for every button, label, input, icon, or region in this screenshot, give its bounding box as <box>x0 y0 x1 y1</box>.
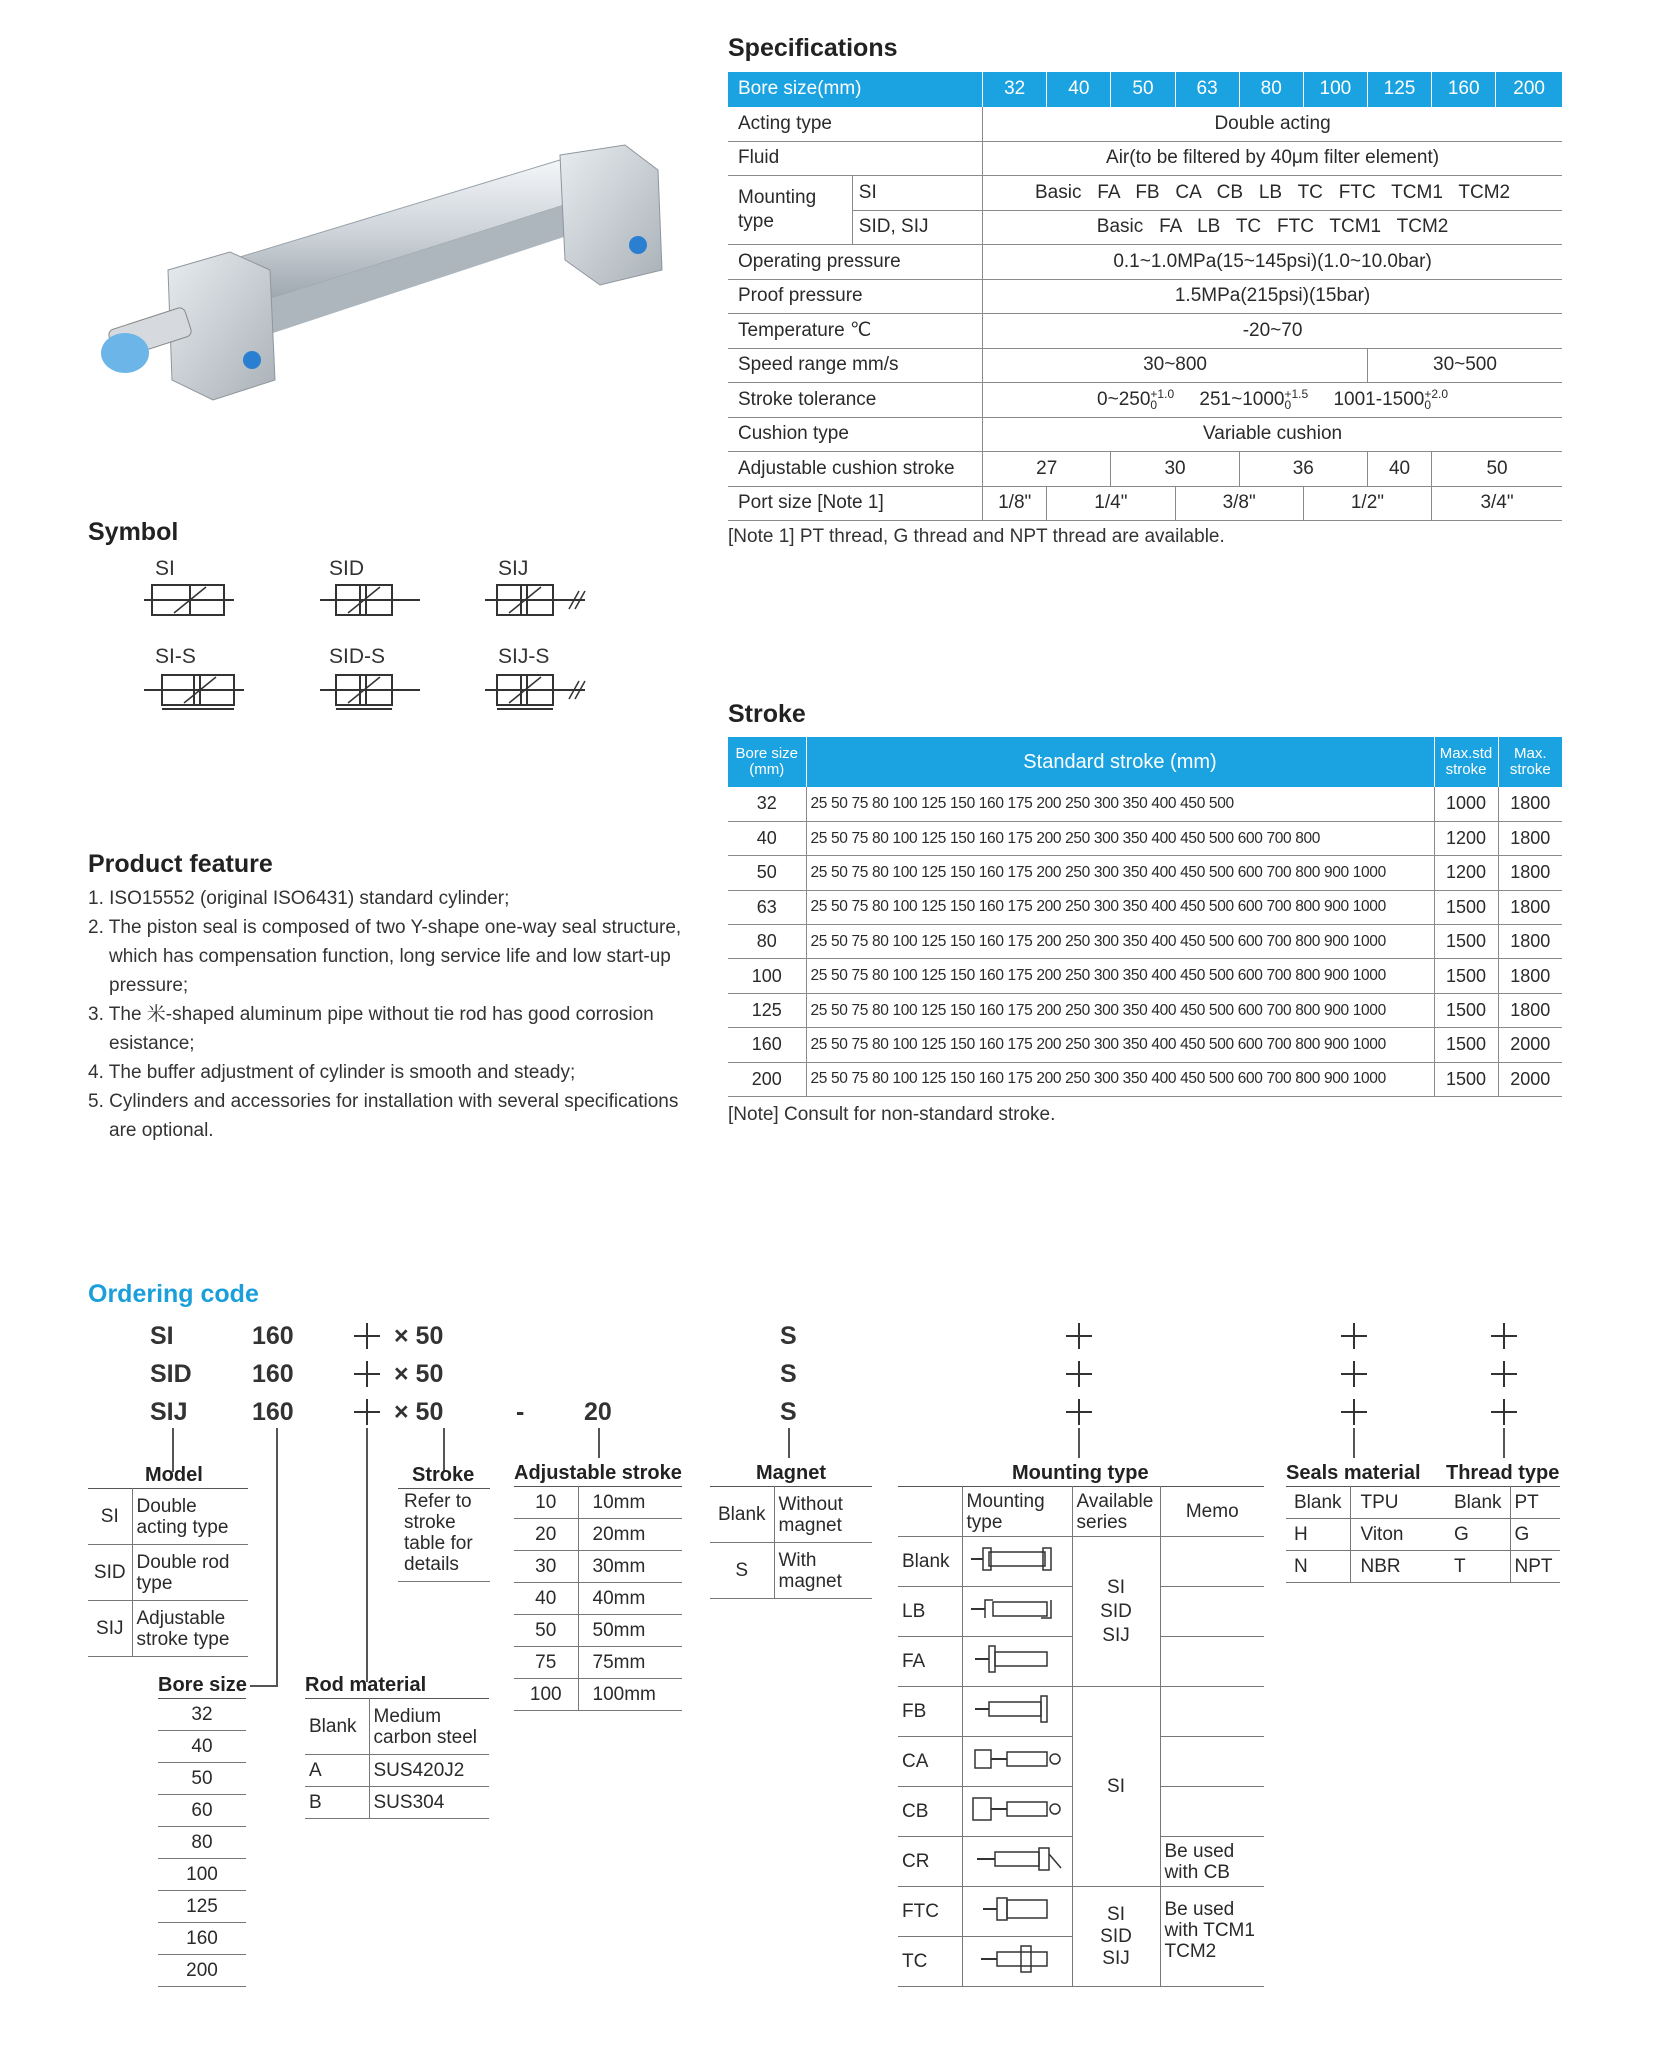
rod-material-table <box>305 1698 489 1819</box>
stroke-bore: 100 <box>728 959 806 993</box>
table-row <box>158 1731 246 1763</box>
adj-value: 10mm <box>578 1487 682 1519</box>
mounting-sid-value: Basic FA LB TC FTC TCM1 TCM2 <box>983 210 1562 245</box>
stroke-maxstd: 1000 <box>1434 787 1498 821</box>
bore-value: 60 <box>158 1795 246 1827</box>
stroke-maxstd: 1500 <box>1434 890 1498 924</box>
mount-series: SI <box>1072 1687 1160 1887</box>
table-row <box>305 1699 489 1755</box>
stroke-max: 1800 <box>1498 993 1562 1027</box>
mounting-sid-label: SID, SIJ <box>852 210 982 245</box>
sij-s-symbol-icon <box>485 671 595 711</box>
table-row <box>158 1891 246 1923</box>
table-row <box>728 856 1562 890</box>
model-code: SIJ <box>88 1601 132 1657</box>
code-bore: 160 <box>252 1322 294 1350</box>
mount-code: CB <box>898 1787 962 1837</box>
model-desc: Double acting type <box>132 1489 248 1545</box>
bore-value: 200 <box>158 1955 246 1987</box>
cushion-stroke-cell: 50 <box>1432 452 1562 487</box>
stroke-maxstd: 1500 <box>1434 959 1498 993</box>
mount-code: FTC <box>898 1887 962 1937</box>
stroke-header-maxstd: Max.std stroke <box>1434 737 1498 787</box>
magnet-desc: Without magnet <box>774 1487 872 1543</box>
adj-code: 50 <box>514 1615 578 1647</box>
symbol-label: SID <box>329 557 365 580</box>
connector-line <box>598 1428 600 1458</box>
table-row <box>514 1551 682 1583</box>
adj-code: 40 <box>514 1583 578 1615</box>
bore-value: 100 <box>158 1859 246 1891</box>
magnet-desc: With magnet <box>774 1543 872 1599</box>
adj-code: 10 <box>514 1487 578 1519</box>
mounting-header-series: Available series <box>1072 1487 1160 1537</box>
placeholder-cross-icon <box>1491 1399 1517 1425</box>
seal-code: Blank <box>1286 1487 1350 1519</box>
bore-cell: 160 <box>1432 72 1496 107</box>
mount-memo: Be used with TCM1 TCM2 <box>1160 1887 1264 1987</box>
model-title: Model <box>145 1464 203 1486</box>
model-table <box>88 1488 248 1657</box>
stroke-max: 1800 <box>1498 890 1562 924</box>
symbol-label: SIJ <box>498 557 529 580</box>
bore-cell: 125 <box>1367 72 1431 107</box>
speed-range-label: Speed range mm/s <box>728 348 983 383</box>
stroke-maxstd: 1500 <box>1434 1062 1498 1096</box>
magnet-table <box>710 1486 872 1599</box>
connector-line <box>788 1428 790 1458</box>
stroke-order-title: Stroke <box>412 1464 475 1486</box>
seal-value: NBR <box>1350 1551 1448 1583</box>
table-row <box>728 1028 1562 1062</box>
cushion-stroke-cell: 40 <box>1367 452 1431 487</box>
cushion-stroke-cell: 30 <box>1111 452 1239 487</box>
bore-value: 80 <box>158 1827 246 1859</box>
bore-size-title: Bore size <box>158 1674 247 1696</box>
table-row <box>88 1545 248 1601</box>
mount-memo <box>1160 1587 1264 1637</box>
table-row <box>305 1787 489 1819</box>
stroke-tolerance-label: Stroke tolerance <box>728 383 983 418</box>
table-row <box>1446 1519 1560 1551</box>
mounting-header-type: Mounting type <box>962 1487 1072 1537</box>
stroke-maxstd: 1500 <box>1434 1028 1498 1062</box>
sid-symbol-icon <box>320 583 420 617</box>
mount-drawing-icon <box>962 1787 1072 1837</box>
placeholder-cross-icon <box>354 1399 380 1425</box>
port-size-cell: 3/4" <box>1432 486 1562 521</box>
bore-cell: 80 <box>1239 72 1303 107</box>
mount-memo <box>1160 1637 1264 1687</box>
placeholder-cross-icon <box>1341 1323 1367 1349</box>
rod-value: SUS304 <box>369 1787 489 1819</box>
mount-series: SI SID SIJ <box>1072 1537 1160 1687</box>
code-adjustable: 20 <box>584 1398 612 1426</box>
adj-value: 50mm <box>578 1615 682 1647</box>
product-feature-title: Product feature <box>88 850 273 878</box>
table-row <box>88 1489 248 1545</box>
adj-code: 20 <box>514 1519 578 1551</box>
code-bore: 160 <box>252 1360 294 1388</box>
mounting-si-label: SI <box>852 176 982 211</box>
thread-value: G <box>1510 1519 1560 1551</box>
proof-pressure-value: 1.5MPa(215psi)(15bar) <box>983 279 1562 314</box>
adj-value: 40mm <box>578 1583 682 1615</box>
model-desc: Double rod type <box>132 1545 248 1601</box>
mounting-blank-header <box>898 1487 962 1537</box>
sij-symbol-icon <box>485 583 595 617</box>
cushion-stroke-cell: 36 <box>1239 452 1367 487</box>
mount-drawing-icon <box>962 1737 1072 1787</box>
stroke-max: 1800 <box>1498 925 1562 959</box>
table-row <box>728 959 1562 993</box>
thread-value: NPT <box>1510 1551 1560 1583</box>
operating-pressure-label: Operating pressure <box>728 245 983 280</box>
bore-value: 50 <box>158 1763 246 1795</box>
placeholder-cross-icon <box>1066 1361 1092 1387</box>
tolerance-range: 251~1000 <box>1199 388 1285 410</box>
bore-value: 125 <box>158 1891 246 1923</box>
stroke-bore: 80 <box>728 925 806 959</box>
stroke-bore: 160 <box>728 1028 806 1062</box>
stroke-maxstd: 1500 <box>1434 925 1498 959</box>
code-bore: 160 <box>252 1398 294 1426</box>
symbol-label: SI-S <box>155 645 196 668</box>
thread-type-table <box>1446 1486 1560 1583</box>
mount-drawing-icon <box>962 1837 1072 1887</box>
speed-range-value-a: 30~800 <box>983 348 1368 383</box>
model-desc: Adjustable stroke type <box>132 1601 248 1657</box>
tolerance-upper: +1.5 <box>1284 386 1309 401</box>
stroke-max: 1800 <box>1498 959 1562 993</box>
list-item: 3. The 米-shaped aluminum pipe without tie rod has good corrosion esistance; <box>88 1004 654 1054</box>
mount-memo <box>1160 1687 1264 1737</box>
table-row <box>158 1699 246 1731</box>
placeholder-cross-icon <box>1341 1361 1367 1387</box>
specifications-table <box>728 72 1562 521</box>
stroke-max: 1800 <box>1498 787 1562 821</box>
table-row <box>898 1687 1264 1737</box>
list-item: 4. The buffer adjustment of cylinder is smooth and steady; <box>88 1062 576 1083</box>
table-row <box>514 1487 682 1519</box>
list-item: 5. Cylinders and accessories for installation with several specifications are optional. <box>88 1091 679 1141</box>
bore-value: 40 <box>158 1731 246 1763</box>
code-model: SIJ <box>150 1398 188 1426</box>
mounting-type-title: Mounting type <box>1012 1462 1149 1484</box>
table-row <box>1286 1519 1448 1551</box>
code-magnet: S <box>780 1360 797 1388</box>
thread-value: PT <box>1510 1487 1560 1519</box>
magnet-title: Magnet <box>756 1462 826 1484</box>
mount-code: FA <box>898 1637 962 1687</box>
stroke-max: 2000 <box>1498 1028 1562 1062</box>
mounting-type-table <box>898 1486 1264 1987</box>
code-stroke: × 50 <box>394 1398 444 1426</box>
thread-type-title: Thread type <box>1446 1462 1560 1484</box>
mount-drawing-icon <box>962 1637 1072 1687</box>
table-row <box>728 1062 1562 1096</box>
temperature-label: Temperature ℃ <box>728 314 983 349</box>
tolerance-range: 1001-1500 <box>1333 388 1425 410</box>
mount-code: LB <box>898 1587 962 1637</box>
adj-value: 20mm <box>578 1519 682 1551</box>
model-code: SI <box>88 1489 132 1545</box>
si-symbol-icon <box>144 583 234 617</box>
code-model: SID <box>150 1360 192 1388</box>
bore-cell: 50 <box>1111 72 1175 107</box>
table-row <box>158 1827 246 1859</box>
feature-list <box>88 884 688 1145</box>
mount-memo: Be used with CB <box>1160 1837 1264 1887</box>
mounting-type-label: Mounting type <box>728 176 852 245</box>
placeholder-cross-icon <box>1491 1361 1517 1387</box>
table-row <box>898 1537 1264 1587</box>
table-row <box>1446 1551 1560 1583</box>
magnet-code: Blank <box>710 1487 774 1543</box>
table-row <box>728 993 1562 1027</box>
mount-code: CR <box>898 1837 962 1887</box>
table-row <box>710 1487 872 1543</box>
code-magnet: S <box>780 1398 797 1426</box>
rod-code: Blank <box>305 1699 369 1755</box>
code-stroke: × 50 <box>394 1360 444 1388</box>
table-row <box>728 890 1562 924</box>
tolerance-lower: 0 <box>1150 397 1158 412</box>
code-stroke: × 50 <box>394 1322 444 1350</box>
placeholder-cross-icon <box>1341 1399 1367 1425</box>
tolerance-range: 0~250 <box>1097 388 1151 410</box>
cushion-type-value: Variable cushion <box>983 417 1562 452</box>
table-row <box>158 1923 246 1955</box>
model-code: SID <box>88 1545 132 1601</box>
table-row <box>158 1795 246 1827</box>
table-row <box>728 821 1562 855</box>
stroke-maxstd: 1200 <box>1434 821 1498 855</box>
port-size-cell: 1/8" <box>983 486 1047 521</box>
connector-line <box>366 1428 368 1682</box>
stroke-table <box>728 737 1562 1097</box>
adj-value: 100mm <box>578 1679 682 1711</box>
mounting-si-value: Basic FA FB CA CB LB TC FTC TCM1 TCM2 <box>983 176 1562 211</box>
bore-size-table <box>158 1698 246 1987</box>
stroke-tolerance-value <box>983 383 1562 418</box>
mount-code: CA <box>898 1737 962 1787</box>
stroke-bore: 50 <box>728 856 806 890</box>
mount-memo <box>1160 1737 1264 1787</box>
stroke-std: 25 50 75 80 100 125 150 160 175 200 250 300 350 400 450 500 600 700 800 900 1000 <box>806 925 1434 959</box>
seal-value: TPU <box>1350 1487 1448 1519</box>
list-item: 1. ISO15552 (original ISO6431) standard cylinder; <box>88 888 510 909</box>
stroke-std: 25 50 75 80 100 125 150 160 175 200 250 300 350 400 450 500 600 700 800 900 1000 <box>806 1062 1434 1096</box>
temperature-value: -20~70 <box>983 314 1562 349</box>
stroke-header-max: Max. stroke <box>1498 737 1562 787</box>
table-row <box>88 1601 248 1657</box>
stroke-header-std: Standard stroke (mm) <box>806 737 1434 787</box>
stroke-std: 25 50 75 80 100 125 150 160 175 200 250 300 350 400 450 500 600 700 800 900 1000 <box>806 1028 1434 1062</box>
connector-line <box>1353 1428 1355 1458</box>
stroke-std: 25 50 75 80 100 125 150 160 175 200 250 300 350 400 450 500 600 700 800 900 1000 <box>806 959 1434 993</box>
adj-code: 100 <box>514 1679 578 1711</box>
adj-value: 30mm <box>578 1551 682 1583</box>
mount-memo <box>1160 1787 1264 1837</box>
table-row <box>514 1615 682 1647</box>
port-size-cell: 3/8" <box>1175 486 1303 521</box>
rod-code: B <box>305 1787 369 1819</box>
table-row <box>1286 1487 1448 1519</box>
port-size-cell: 1/2" <box>1303 486 1431 521</box>
spec-note: [Note 1] PT thread, G thread and NPT thread are available. <box>728 526 1225 547</box>
rod-code: A <box>305 1755 369 1787</box>
cushion-stroke-cell: 27 <box>983 452 1111 487</box>
stroke-bore: 40 <box>728 821 806 855</box>
symbol-label: SI <box>155 557 175 580</box>
stroke-maxstd: 1500 <box>1434 993 1498 1027</box>
mount-drawing-icon <box>962 1537 1072 1587</box>
stroke-std: 25 50 75 80 100 125 150 160 175 200 250 300 350 400 450 500 600 700 800 900 1000 <box>806 856 1434 890</box>
speed-range-value-b: 30~500 <box>1367 348 1562 383</box>
placeholder-cross-icon <box>1491 1323 1517 1349</box>
rod-material-title: Rod material <box>305 1674 427 1696</box>
mount-drawing-icon <box>962 1887 1072 1937</box>
acting-type-value: Double acting <box>983 107 1562 142</box>
stroke-bore: 200 <box>728 1062 806 1096</box>
table-row <box>728 787 1562 821</box>
code-model: SI <box>150 1322 174 1350</box>
stroke-std: 25 50 75 80 100 125 150 160 175 200 250 300 350 400 450 500 600 700 800 900 1000 <box>806 993 1434 1027</box>
seal-code: H <box>1286 1519 1350 1551</box>
table-row <box>514 1519 682 1551</box>
table-row <box>710 1543 872 1599</box>
magnet-code: S <box>710 1543 774 1599</box>
rod-value: Medium carbon steel <box>369 1699 489 1755</box>
table-row <box>898 1887 1264 1937</box>
seals-material-table <box>1286 1486 1448 1583</box>
tolerance-upper: +1.0 <box>1150 386 1175 401</box>
connector-line <box>1503 1428 1505 1458</box>
stroke-note: [Note] Consult for non-standard stroke. <box>728 1104 1056 1125</box>
tolerance-lower: 0 <box>1424 397 1432 412</box>
thread-code: Blank <box>1446 1487 1510 1519</box>
si-s-symbol-icon <box>144 671 244 711</box>
connector-line <box>250 1685 278 1687</box>
stroke-max: 2000 <box>1498 1062 1562 1096</box>
bore-cell: 63 <box>1175 72 1239 107</box>
bore-value: 32 <box>158 1699 246 1731</box>
stroke-max: 1800 <box>1498 856 1562 890</box>
acting-type-label: Acting type <box>728 107 983 142</box>
stroke-max: 1800 <box>1498 821 1562 855</box>
adj-value: 75mm <box>578 1647 682 1679</box>
symbol-label: SID-S <box>329 645 386 668</box>
table-row <box>305 1755 489 1787</box>
symbol-label: SIJ-S <box>498 645 550 668</box>
stroke-title: Stroke <box>728 700 806 728</box>
stroke-order-text: Refer to stroke table for details <box>398 1488 490 1582</box>
connector-line <box>1078 1428 1080 1458</box>
mount-code: TC <box>898 1937 962 1987</box>
mount-code: FB <box>898 1687 962 1737</box>
port-size-cell: 1/4" <box>1047 486 1175 521</box>
tolerance-upper: +2.0 <box>1424 386 1449 401</box>
adj-code: 30 <box>514 1551 578 1583</box>
table-row <box>514 1679 682 1711</box>
seals-material-title: Seals material <box>1286 1462 1421 1484</box>
list-item: 2. The piston seal is composed of two Y-shape one-way seal structure, which has compensation function, long service life and low start-up pressure; <box>88 917 682 996</box>
tolerance-lower: 0 <box>1284 397 1292 412</box>
port-size-label: Port size [Note 1] <box>728 486 983 521</box>
bore-size-label: Bore size(mm) <box>728 72 983 107</box>
table-row <box>728 925 1562 959</box>
stroke-bore: 63 <box>728 890 806 924</box>
adj-code: 75 <box>514 1647 578 1679</box>
seal-value: Viton <box>1350 1519 1448 1551</box>
stroke-bore: 32 <box>728 787 806 821</box>
mounting-header-memo: Memo <box>1160 1487 1264 1537</box>
bore-cell: 32 <box>983 72 1047 107</box>
cushion-type-label: Cushion type <box>728 417 983 452</box>
rod-value: SUS420J2 <box>369 1755 489 1787</box>
bore-cell: 40 <box>1047 72 1111 107</box>
bore-cell: 200 <box>1496 72 1562 107</box>
mount-series: SI SID SIJ <box>1072 1887 1160 1987</box>
mount-drawing-icon <box>962 1937 1072 1987</box>
stroke-maxstd: 1200 <box>1434 856 1498 890</box>
stroke-std: 25 50 75 80 100 125 150 160 175 200 250 300 350 400 450 500 600 700 800 900 1000 <box>806 890 1434 924</box>
placeholder-cross-icon <box>1066 1399 1092 1425</box>
adjustable-cushion-label: Adjustable cushion stroke <box>728 452 983 487</box>
thread-code: G <box>1446 1519 1510 1551</box>
adjustable-stroke-title: Adjustable stroke <box>514 1462 682 1484</box>
connector-line <box>276 1428 278 1686</box>
seal-code: N <box>1286 1551 1350 1583</box>
placeholder-cross-icon <box>1066 1323 1092 1349</box>
mount-code: Blank <box>898 1537 962 1587</box>
stroke-std: 25 50 75 80 100 125 150 160 175 200 250 300 350 400 450 500 <box>806 787 1434 821</box>
placeholder-cross-icon <box>354 1323 380 1349</box>
fluid-label: Fluid <box>728 141 983 176</box>
code-dash: - <box>516 1398 525 1426</box>
table-row <box>158 1763 246 1795</box>
stroke-std: 25 50 75 80 100 125 150 160 175 200 250 300 350 400 450 500 600 700 800 <box>806 821 1434 855</box>
cylinder-product-image <box>80 140 680 440</box>
table-row <box>158 1955 246 1987</box>
mount-drawing-icon <box>962 1687 1072 1737</box>
proof-pressure-label: Proof pressure <box>728 279 983 314</box>
placeholder-cross-icon <box>354 1361 380 1387</box>
code-magnet: S <box>780 1322 797 1350</box>
ordering-code-title: Ordering code <box>88 1280 259 1308</box>
mount-drawing-icon <box>962 1587 1072 1637</box>
thread-code: T <box>1446 1551 1510 1583</box>
bore-cell: 100 <box>1303 72 1367 107</box>
table-row <box>1286 1551 1448 1583</box>
symbol-title: Symbol <box>88 518 179 546</box>
fluid-value: Air(to be filtered by 40μm filter element) <box>983 141 1562 176</box>
sid-s-symbol-icon <box>320 671 420 711</box>
stroke-bore: 125 <box>728 993 806 1027</box>
table-row <box>514 1583 682 1615</box>
operating-pressure-value: 0.1~1.0MPa(15~145psi)(1.0~10.0bar) <box>983 245 1562 280</box>
adjustable-stroke-table <box>514 1486 682 1711</box>
table-row <box>1446 1487 1560 1519</box>
mount-memo <box>1160 1537 1264 1587</box>
table-row <box>514 1647 682 1679</box>
specifications-title: Specifications <box>728 34 898 62</box>
stroke-header-bore: Bore size (mm) <box>728 737 806 787</box>
table-row <box>158 1859 246 1891</box>
bore-value: 160 <box>158 1923 246 1955</box>
